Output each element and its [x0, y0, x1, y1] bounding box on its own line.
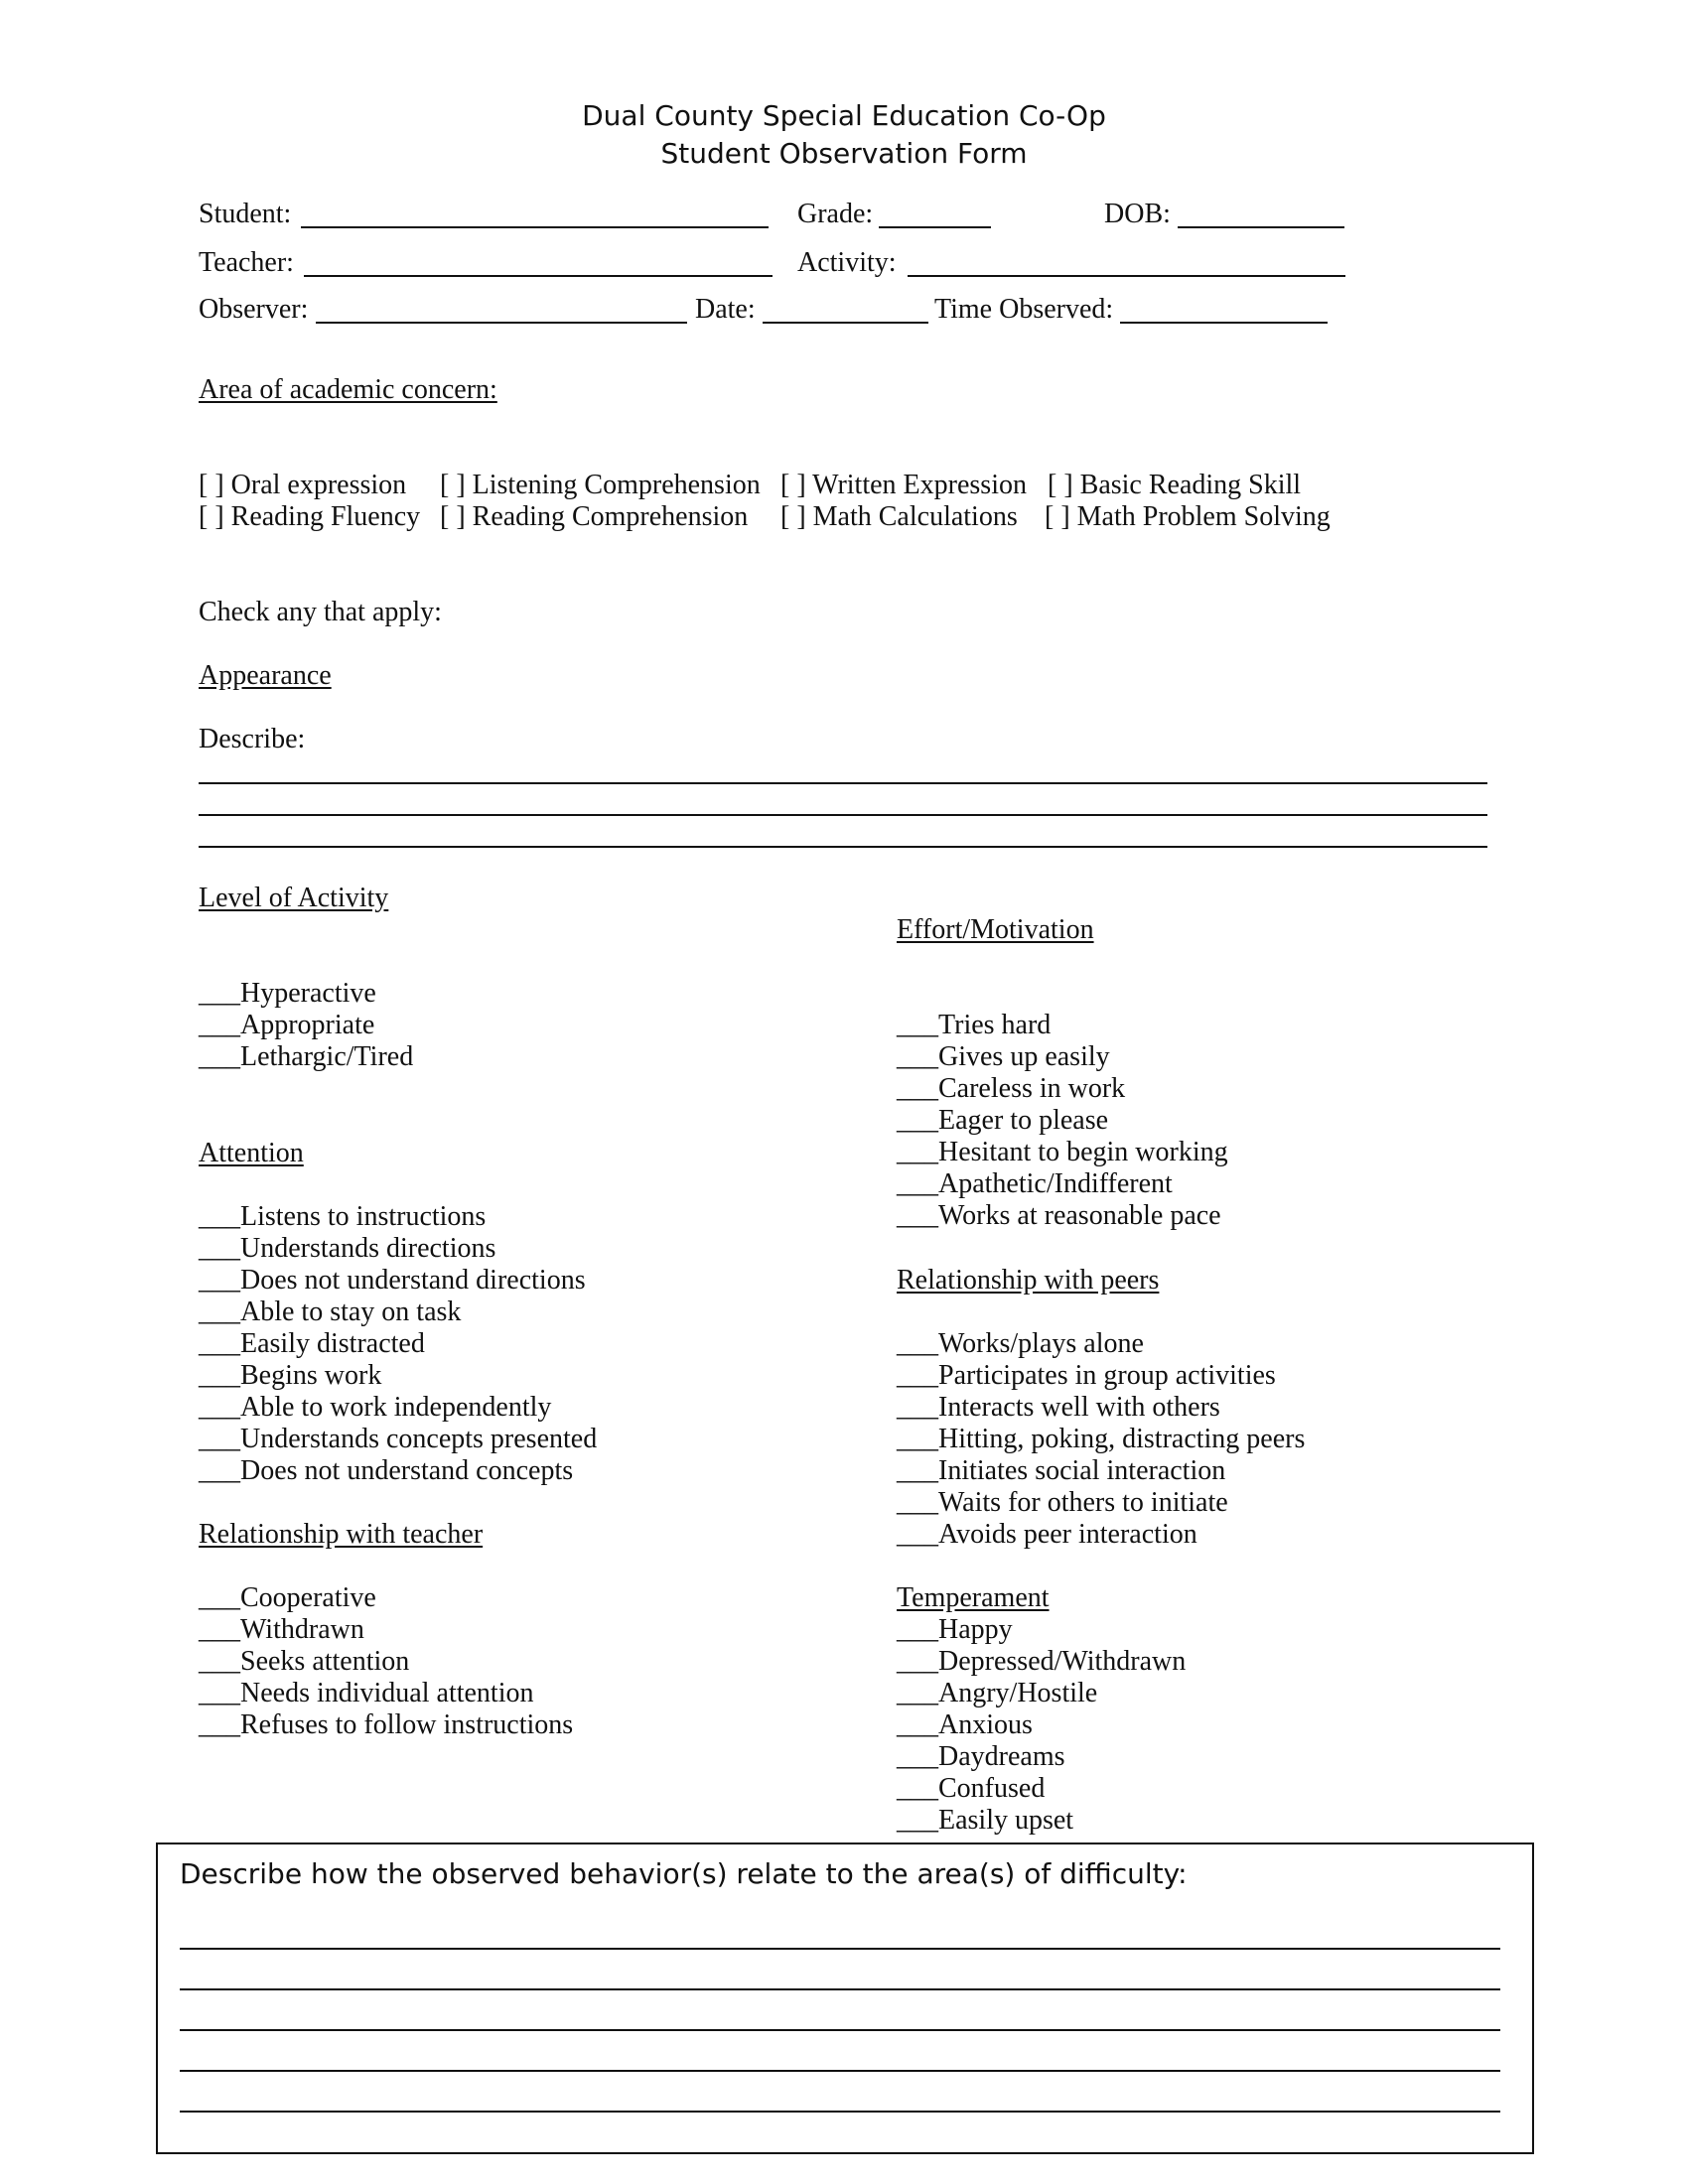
checklist-item-effort[interactable]: ___Apathetic/Indifferent — [897, 1168, 1173, 1199]
checklist-item-peers[interactable]: ___Avoids peer interaction — [897, 1519, 1197, 1550]
form-title: Student Observation Form — [660, 137, 1028, 170]
checklist-item-attention[interactable]: ___Begins work — [199, 1360, 382, 1391]
summary-box-label: Describe how the observed behavior(s) relate to the area(s) of difficulty: — [180, 1857, 1188, 1890]
checklist-item-appropriate[interactable]: ___Appropriate — [199, 1010, 375, 1040]
checkbox-reading-comprehension[interactable]: [ ] Reading Comprehension — [440, 501, 749, 532]
checklist-item-lethargic[interactable]: ___Lethargic/Tired — [199, 1041, 414, 1072]
checklist-item-attention[interactable]: ___Listens to instructions — [199, 1201, 487, 1232]
appearance-line-2[interactable] — [199, 814, 1487, 816]
summary-line-1[interactable] — [180, 1948, 1500, 1950]
summary-line-4[interactable] — [180, 2070, 1500, 2072]
checkbox-oral-expression[interactable]: [ ] Oral expression — [199, 470, 407, 500]
checklist-item-temperament[interactable]: ___Depressed/Withdrawn — [897, 1646, 1187, 1677]
checklist-item-attention[interactable]: ___Does not understand directions — [199, 1265, 586, 1296]
activity-label: Activity: — [797, 247, 897, 278]
describe-label: Describe: — [199, 724, 306, 754]
summary-line-2[interactable] — [180, 1988, 1500, 1990]
summary-line-5[interactable] — [180, 2111, 1500, 2113]
appearance-line-1[interactable] — [199, 782, 1487, 784]
checklist-item-teacher[interactable]: ___Cooperative — [199, 1582, 376, 1613]
checkbox-math-calculations[interactable]: [ ] Math Calculations — [780, 501, 1018, 532]
checklist-item-temperament[interactable]: ___Confused — [897, 1773, 1046, 1804]
appearance-heading: Appearance — [199, 660, 332, 691]
dob-label: DOB: — [1104, 199, 1171, 229]
student-blank[interactable] — [301, 226, 769, 228]
checkbox-listening-comprehension[interactable]: [ ] Listening Comprehension — [440, 470, 761, 500]
summary-box — [156, 1843, 1534, 2154]
checklist-item-temperament[interactable]: ___Angry/Hostile — [897, 1678, 1098, 1708]
checklist-item-attention[interactable]: ___Understands concepts presented — [199, 1424, 598, 1454]
checklist-item-effort[interactable]: ___Gives up easily — [897, 1041, 1110, 1072]
student-label: Student: — [199, 199, 292, 229]
teacher-label: Teacher: — [199, 247, 294, 278]
checklist-item-effort[interactable]: ___Works at reasonable pace — [897, 1200, 1221, 1231]
checklist-item-attention[interactable]: ___Able to stay on task — [199, 1297, 462, 1327]
checklist-item-teacher[interactable]: ___Refuses to follow instructions — [199, 1709, 574, 1740]
effort-motivation-heading: Effort/Motivation — [897, 914, 1094, 945]
checklist-item-teacher[interactable]: ___Seeks attention — [199, 1646, 410, 1677]
checklist-item-temperament[interactable]: ___Easily upset — [897, 1805, 1074, 1836]
checklist-item-peers[interactable]: ___Hitting, poking, distracting peers — [897, 1424, 1306, 1454]
relationship-peers-heading: Relationship with peers — [897, 1265, 1160, 1296]
checklist-item-temperament[interactable]: ___Daydreams — [897, 1741, 1065, 1772]
relationship-teacher-heading: Relationship with teacher — [199, 1519, 484, 1550]
checklist-item-peers[interactable]: ___Works/plays alone — [897, 1328, 1144, 1359]
checkbox-written-expression[interactable]: [ ] Written Expression — [780, 470, 1027, 500]
checklist-item-peers[interactable]: ___Interacts well with others — [897, 1392, 1220, 1423]
appearance-line-3[interactable] — [199, 846, 1487, 848]
checklist-item-attention[interactable]: ___Able to work independently — [199, 1392, 552, 1423]
checklist-item-effort[interactable]: ___Eager to please — [897, 1105, 1109, 1136]
summary-line-3[interactable] — [180, 2029, 1500, 2031]
checklist-item-effort[interactable]: ___Hesitant to begin working — [897, 1137, 1228, 1167]
checklist-item-peers[interactable]: ___Participates in group activities — [897, 1360, 1276, 1391]
temperament-heading: Temperament — [897, 1582, 1050, 1613]
dob-blank[interactable] — [1178, 226, 1344, 228]
checklist-item-hyperactive[interactable]: ___Hyperactive — [199, 978, 376, 1009]
grade-blank[interactable] — [879, 226, 991, 228]
attention-heading: Attention — [199, 1138, 304, 1168]
checklist-item-peers[interactable]: ___Waits for others to initiate — [897, 1487, 1228, 1518]
checkbox-reading-fluency[interactable]: [ ] Reading Fluency — [199, 501, 421, 532]
level-of-activity-heading: Level of Activity — [199, 883, 389, 913]
checklist-item-teacher[interactable]: ___Needs individual attention — [199, 1678, 534, 1708]
date-blank[interactable] — [763, 322, 928, 324]
checkbox-math-problem-solving[interactable]: [ ] Math Problem Solving — [1045, 501, 1331, 532]
observer-label: Observer: — [199, 294, 309, 325]
check-any-label: Check any that apply: — [199, 597, 442, 627]
academic-concern-heading: Area of academic concern: — [199, 374, 497, 405]
grade-label: Grade: — [797, 199, 874, 229]
checklist-item-effort[interactable]: ___Careless in work — [897, 1073, 1126, 1104]
checkbox-basic-reading-skill[interactable]: [ ] Basic Reading Skill — [1048, 470, 1302, 500]
activity-blank[interactable] — [908, 275, 1345, 277]
observer-blank[interactable] — [316, 322, 687, 324]
checklist-item-peers[interactable]: ___Initiates social interaction — [897, 1455, 1226, 1486]
checklist-item-effort[interactable]: ___Tries hard — [897, 1010, 1052, 1040]
checklist-item-temperament[interactable]: ___Anxious — [897, 1709, 1033, 1740]
time-observed-label: Time Observed: — [934, 294, 1114, 325]
checklist-item-attention[interactable]: ___Easily distracted — [199, 1328, 425, 1359]
teacher-blank[interactable] — [304, 275, 773, 277]
checklist-item-attention[interactable]: ___Understands directions — [199, 1233, 496, 1264]
time-observed-blank[interactable] — [1120, 322, 1328, 324]
org-title: Dual County Special Education Co-Op — [582, 99, 1106, 132]
date-label: Date: — [695, 294, 756, 325]
checklist-item-temperament[interactable]: ___Happy — [897, 1614, 1013, 1645]
checklist-item-teacher[interactable]: ___Withdrawn — [199, 1614, 364, 1645]
checklist-item-attention[interactable]: ___Does not understand concepts — [199, 1455, 574, 1486]
